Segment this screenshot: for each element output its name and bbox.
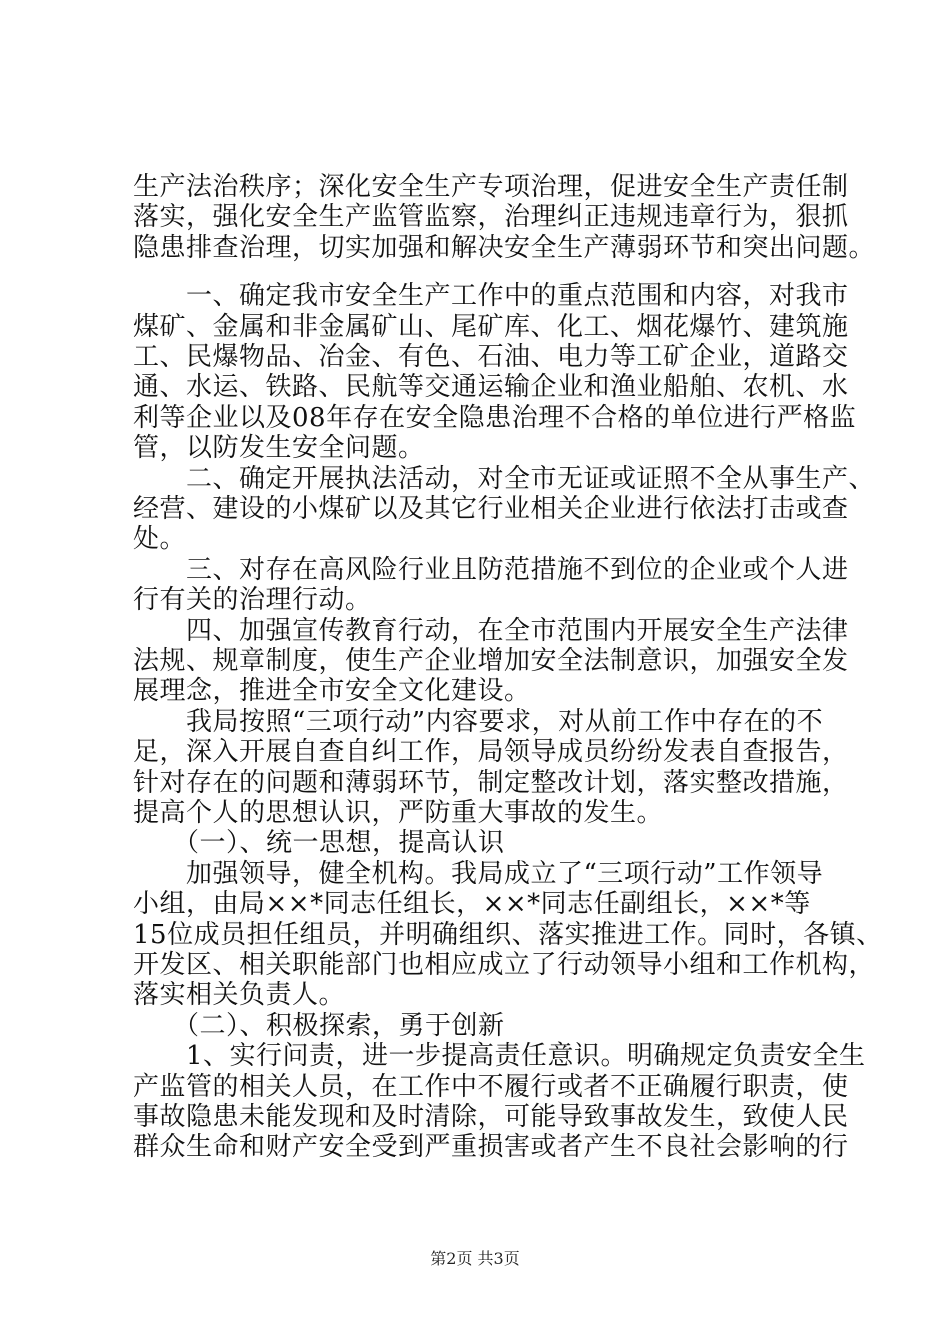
text-line: 管，以防发生安全问题。 — [133, 433, 425, 463]
text-line: 足，深入开展自查自纠工作，局领导成员纷纷发表自查报告， — [133, 737, 849, 767]
text-line: 法规、规章制度，使生产企业增加安全法制意识，加强安全发 — [133, 646, 849, 676]
text-line: 一、确定我市安全生产工作中的重点范围和内容，对我市 — [133, 281, 849, 311]
text-line: 小组，由局××*同志任组长，××*同志任副组长，××*等 — [133, 889, 811, 919]
text-line: 生产法治秩序；深化安全生产专项治理，促进安全生产责任制 — [133, 172, 849, 202]
text-line: 隐患排查治理，切实加强和解决安全生产薄弱环节和突出问题。 — [133, 233, 876, 263]
text-line: 针对存在的问题和薄弱环节，制定整改计划，落实整改措施， — [133, 768, 849, 798]
text-line: 处。 — [133, 524, 187, 554]
text-line: 我局按照“三项行动”内容要求，对从前工作中存在的不 — [133, 707, 824, 737]
text-line: 落实相关负责人。 — [133, 980, 346, 1010]
section-heading: （一）、统一思想，提高认识 — [133, 828, 505, 858]
text-line: 行有关的治理行动。 — [133, 585, 372, 615]
text-line: 15位成员担任组员，并明确组织、落实推进工作。同时，各镇、 — [133, 920, 883, 950]
text-line: 通、水运、铁路、民航等交通运输企业和渔业船舶、农机、水 — [133, 372, 849, 402]
text-line: 加强领导，健全机构。我局成立了“三项行动”工作领导 — [133, 859, 824, 889]
text-line: 利等企业以及08年存在安全隐患治理不合格的单位进行严格监 — [133, 403, 857, 433]
text-line: 展理念，推进全市安全文化建设。 — [133, 676, 531, 706]
text-line: 群众生命和财产安全受到严重损害或者产生不良社会影响的行 — [133, 1132, 849, 1162]
text-line: 1、实行问责，进一步提高责任意识。明确规定负责安全生 — [133, 1041, 866, 1071]
text-line: 落实，强化安全生产监管监察，治理纠正违规违章行为，狠抓 — [133, 202, 849, 232]
text-line: 煤矿、金属和非金属矿山、尾矿库、化工、烟花爆竹、建筑施 — [133, 312, 849, 342]
text-line: 产监管的相关人员，在工作中不履行或者不正确履行职责，使 — [133, 1072, 849, 1102]
section-heading: （二）、积极探索，勇于创新 — [133, 1011, 505, 1041]
text-line: 提高个人的思想认识，严防重大事故的发生。 — [133, 798, 664, 828]
text-line: 四、加强宣传教育行动，在全市范围内开展安全生产法律 — [133, 616, 849, 646]
text-line: 工、民爆物品、冶金、有色、石油、电力等工矿企业，道路交 — [133, 342, 849, 372]
page-footer: 第2页 共3页 — [430, 1249, 520, 1268]
text-line: 经营、建设的小煤矿以及其它行业相关企业进行依法打击或查 — [133, 494, 849, 524]
text-line: 二、确定开展执法活动，对全市无证或证照不全从事生产、 — [133, 464, 876, 494]
text-line: 事故隐患未能发现和及时清除，可能导致事故发生，致使人民 — [133, 1102, 849, 1132]
text-line: 开发区、相关职能部门也相应成立了行动领导小组和工作机构， — [133, 950, 876, 980]
text-line: 三、对存在高风险行业且防范措施不到位的企业或个人进 — [133, 555, 849, 585]
